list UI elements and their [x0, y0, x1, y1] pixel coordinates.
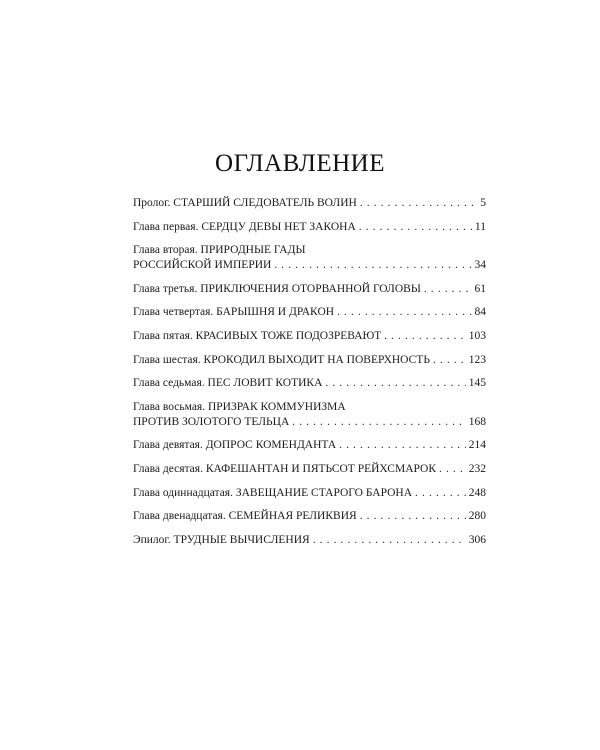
toc-entry-title-line-1: Глава вторая. ПРИРОДНЫЕ ГАДЫ: [133, 244, 306, 257]
toc-entry-page: 84: [474, 306, 486, 319]
toc-entry-title-line-2: РОССИЙСКОЙ ИМПЕРИИ: [133, 259, 272, 272]
toc-entry-page: 280: [468, 510, 486, 523]
toc-entry-title: Глава пятая. КРАСИВЫХ ТОЖЕ ПОДОЗРЕВАЮТ: [133, 329, 382, 342]
dot-leader: [439, 462, 466, 477]
toc-entry-page: 5: [480, 197, 486, 209]
toc-entry-page: 103: [468, 329, 486, 342]
toc-entry-chapter-4: [133, 305, 486, 320]
toc-entry-chapter-6: [133, 353, 486, 368]
dot-leader: [359, 220, 472, 235]
toc-entry-page: 214: [468, 439, 486, 452]
dot-leader: [415, 486, 466, 501]
dot-leader: [313, 533, 466, 548]
toc-entry-chapter-9: [133, 438, 486, 453]
toc-entry-title: Глава десятая. КАФЕШАНТАН И ПЯТЬСОТ РЕЙХСМАРОК: [133, 462, 437, 475]
toc-entry-chapter-8: [133, 400, 486, 430]
dot-leader: [292, 415, 466, 430]
toc-entry-page: 34: [474, 259, 486, 272]
dot-leader: [360, 509, 466, 524]
toc-entry-page: 123: [468, 353, 486, 366]
toc-entry-chapter-7: [133, 376, 486, 391]
toc-entry-title: Глава шестая. КРОКОДИЛ ВЫХОДИТ НА ПОВЕРХНОСТЬ: [133, 353, 430, 366]
toc-entry-title: Глава двенадцатая. СЕМЕЙНАЯ РЕЛИКВИЯ: [133, 510, 357, 523]
dot-leader: [339, 438, 466, 453]
toc-entry-chapter-12: [133, 509, 486, 524]
dot-leader: [433, 353, 466, 368]
dot-leader: [424, 282, 472, 297]
toc-entry-title: Глава первая. СЕРДЦУ ДЕВЫ НЕТ ЗАКОНА: [133, 220, 356, 233]
dot-leader: [325, 376, 465, 391]
toc-entry-epilogue: [133, 533, 486, 548]
toc-entry-prologue: [133, 196, 486, 211]
toc-entry-chapter-10: [133, 462, 486, 477]
toc-entry-page: 168: [468, 415, 486, 428]
table-of-contents: [133, 196, 486, 556]
toc-entry-chapter-3: [133, 282, 486, 297]
toc-entry-page: 232: [468, 462, 486, 475]
toc-entry-title: Глава девятая. ДОПРОС КОМЕНДАНТА: [133, 439, 337, 452]
toc-entry-title-line-1: Глава восьмая. ПРИЗРАК КОММУНИЗМА: [133, 400, 346, 413]
dot-leader: [360, 196, 477, 211]
toc-entry-title-line-2: ПРОТИВ ЗОЛОТОГО ТЕЛЬЦА: [133, 415, 290, 428]
toc-entry-page: 61: [474, 282, 486, 295]
toc-entry-title: Глава седьмая. ПЕС ЛОВИТ КОТИКА: [133, 377, 323, 390]
toc-entry-page: 11: [474, 220, 486, 233]
toc-entry-chapter-2: [133, 243, 486, 273]
toc-entry-chapter-11: [133, 486, 486, 501]
toc-entry-title: Глава одиннадцатая. ЗАВЕЩАНИЕ СТАРОГО БАРОНА: [133, 486, 413, 499]
dot-leader: [337, 305, 471, 320]
toc-entry-page: 145: [468, 377, 486, 390]
dot-leader: [274, 258, 471, 273]
toc-entry-title: Глава третья. ПРИКЛЮЧЕНИЯ ОТОРВАННОЙ ГОЛОВЫ: [133, 282, 421, 295]
toc-entry-chapter-1: [133, 220, 486, 235]
dot-leader: [384, 329, 466, 344]
toc-entry-title: Эпилог. ТРУДНЫЕ ВЫЧИСЛЕНИЯ: [133, 533, 310, 546]
toc-entry-title: Глава четвертая. БАРЫШНЯ И ДРАКОН: [133, 306, 335, 319]
toc-entry-page: 306: [468, 533, 486, 546]
toc-entry-chapter-5: [133, 329, 486, 344]
page-title: ОГЛАВЛЕНИЕ: [215, 150, 385, 177]
toc-entry-title: Пролог. СТАРШИЙ СЛЕДОВАТЕЛЬ ВОЛИН: [133, 197, 357, 209]
toc-entry-page: 248: [468, 486, 486, 499]
